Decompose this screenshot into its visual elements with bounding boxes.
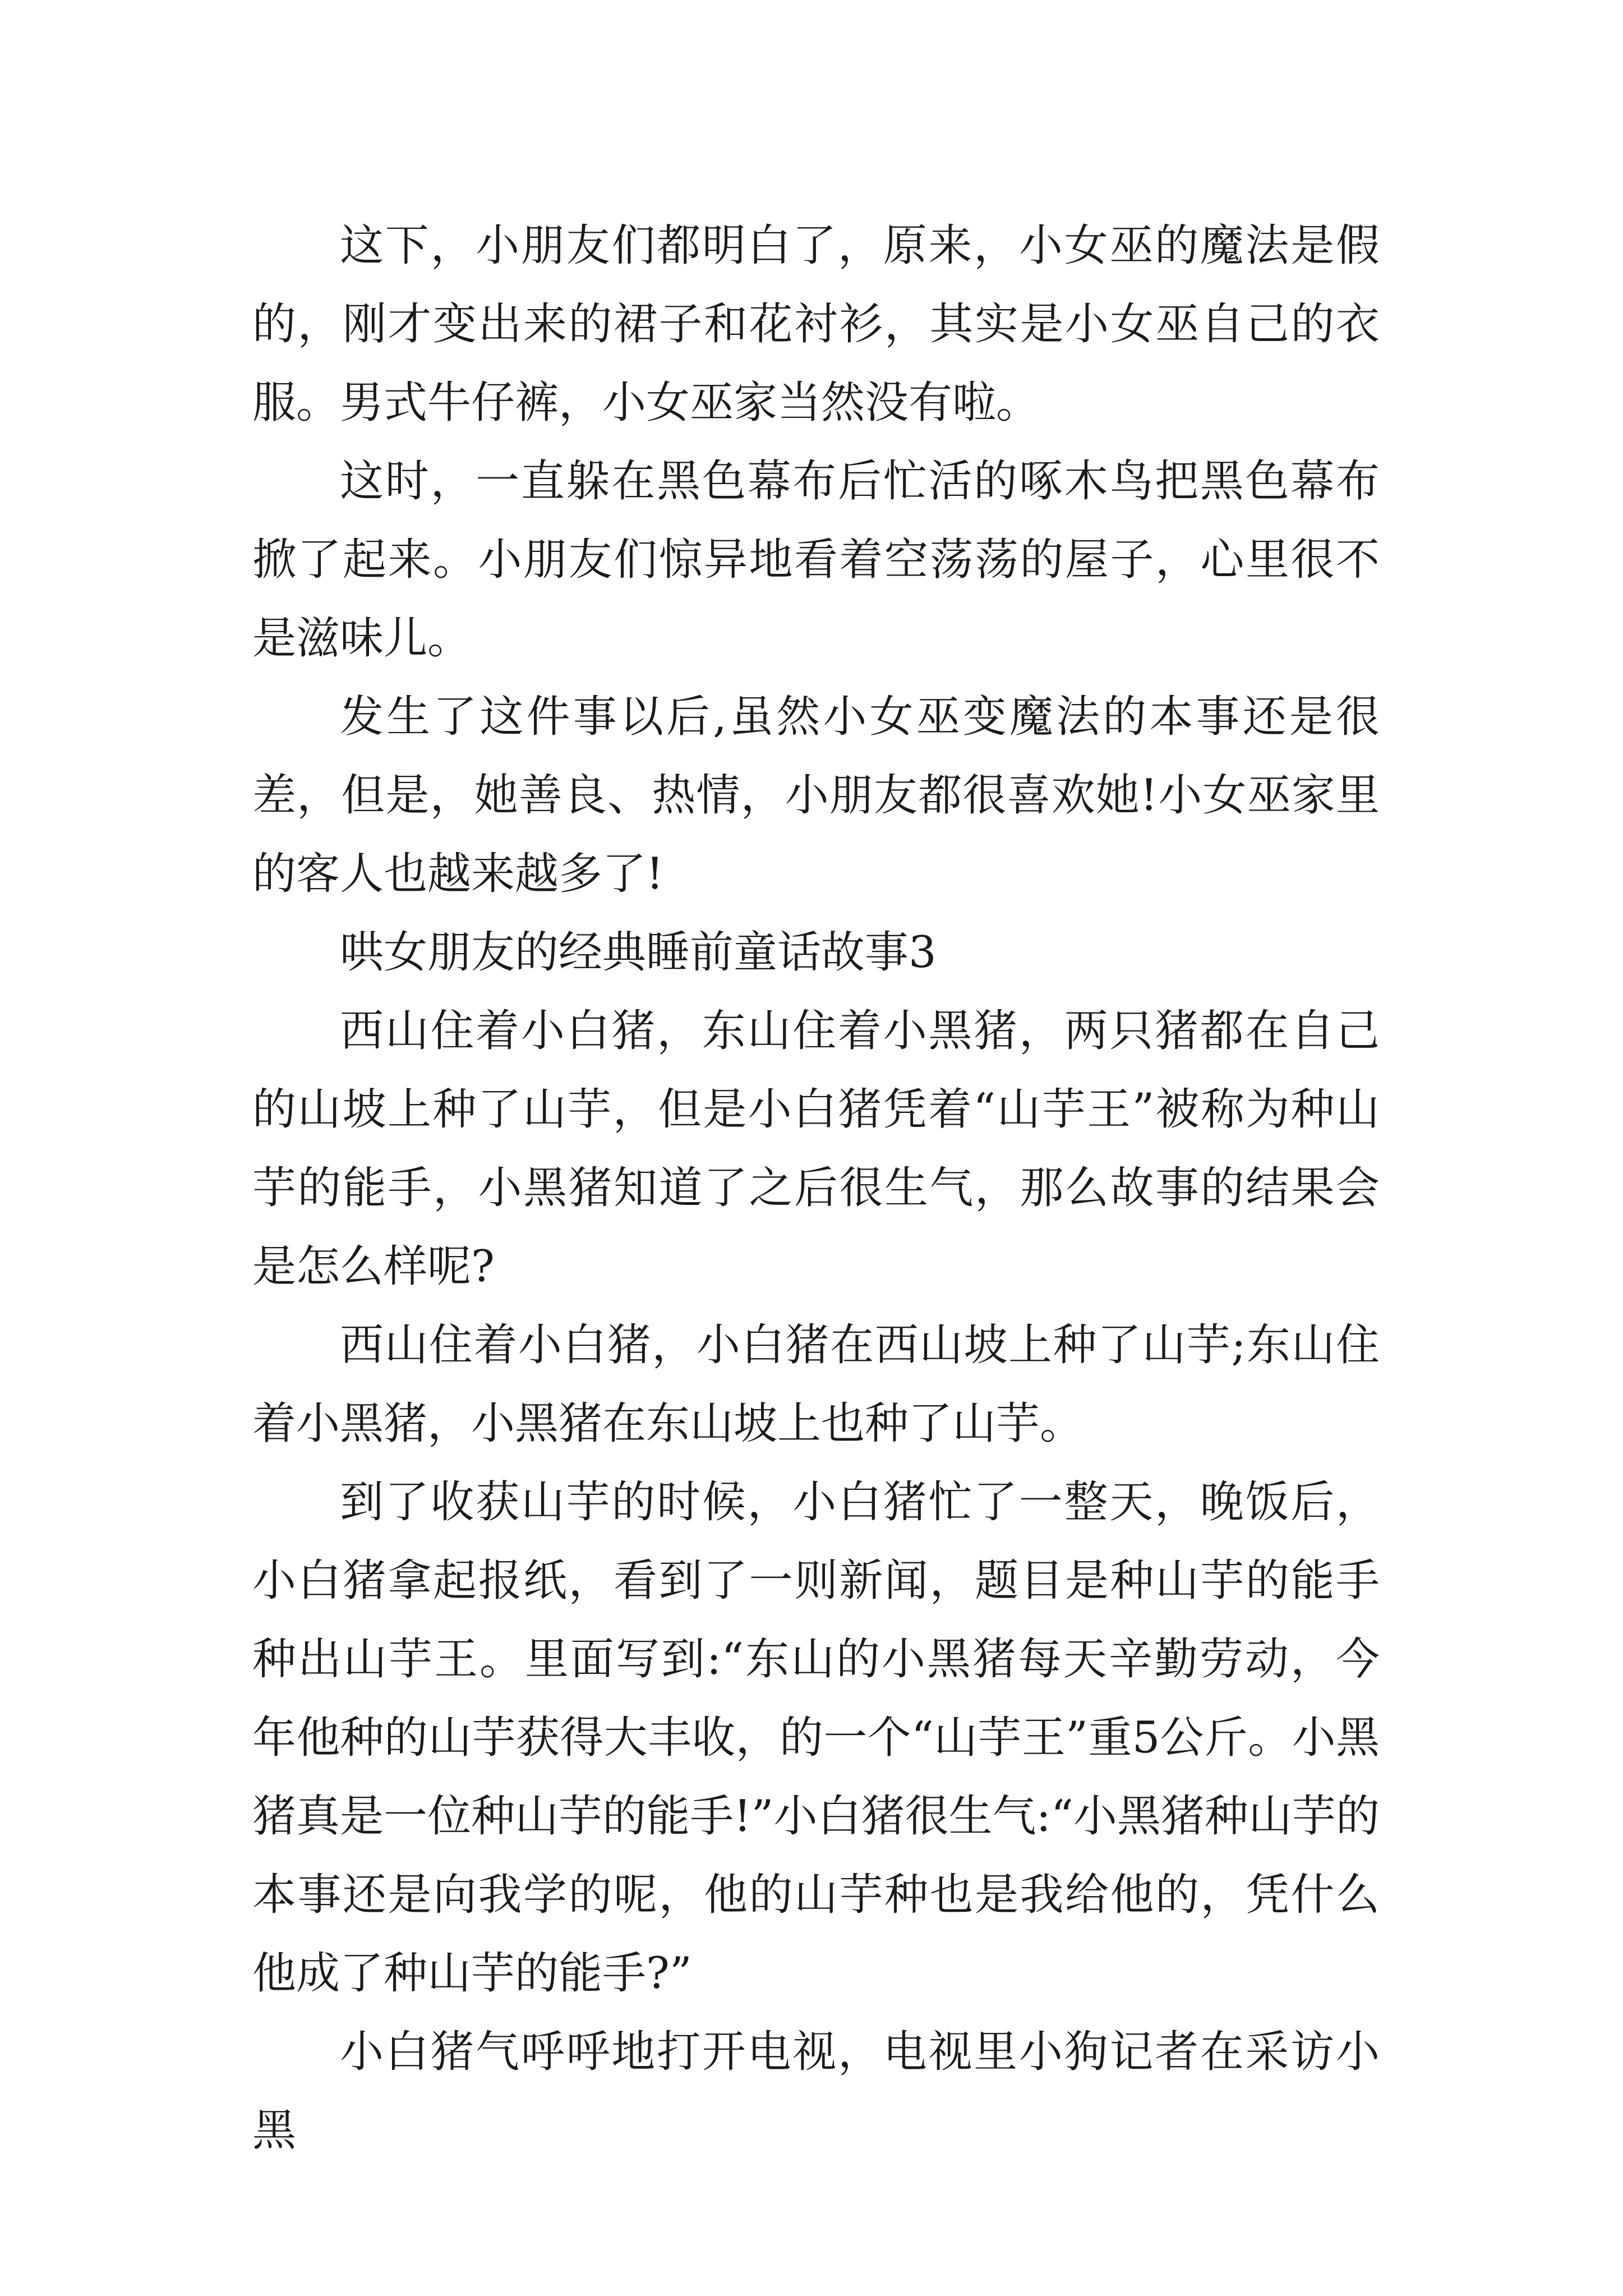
paragraph: 西山住着小白猪，东山住着小黑猪，两只猪都在自己的山坡上种了山芋，但是小白猪凭着“山芋王”被称为种山芋的能手，小黑猪知道了之后很生气，那么故事的结果会是怎么样呢? (252, 1006, 1380, 1292)
paragraph: 这时，一直躲在黑色幕布后忙活的啄木鸟把黑色幕布掀了起来。小朋友们惊异地看着空荡荡的屋子，心里很不是滋味儿。 (252, 456, 1380, 664)
story-title: 哄女朋友的经典睡前童话故事3 (340, 927, 937, 978)
paragraph: 小白猪气呼呼地打开电视，电视里小狗记者在采访小黑 (252, 2027, 1380, 2156)
paragraph: 这下，小朋友们都明白了，原来，小女巫的魔法是假的，刚才变出来的裙子和花衬衫，其实是小女巫自己的衣服。男式牛仔裤，小女巫家当然没有啦。 (252, 220, 1380, 428)
paragraph: 发生了这件事以后,虽然小女巫变魔法的本事还是很差，但是，她善良、热情，小朋友都很喜欢她!小女巫家里的客人也越来越多了! (252, 692, 1380, 899)
document-body (252, 206, 1380, 2170)
paragraph: 到了收获山芋的时候，小白猪忙了一整天，晚饭后，小白猪拿起报纸，看到了一则新闻，题目是种山芋的能手种出山芋王。里面写到:“东山的小黑猪每天辛勤劳动，今年他种的山芋获得大丰收，的一个“山芋王”重5公斤。小黑猪真是一位种山芋的能手!”小白猪很生气:“小黑猪种山芋的本事还是向我学的呢，他的山芋种也是我给他的，凭什么他成了种山芋的能手?” (252, 1477, 1380, 1999)
paragraph: 西山住着小白猪，小白猪在西山坡上种了山芋;东山住着小黑猪，小黑猪在东山坡上也种了山芋。 (252, 1320, 1380, 1449)
